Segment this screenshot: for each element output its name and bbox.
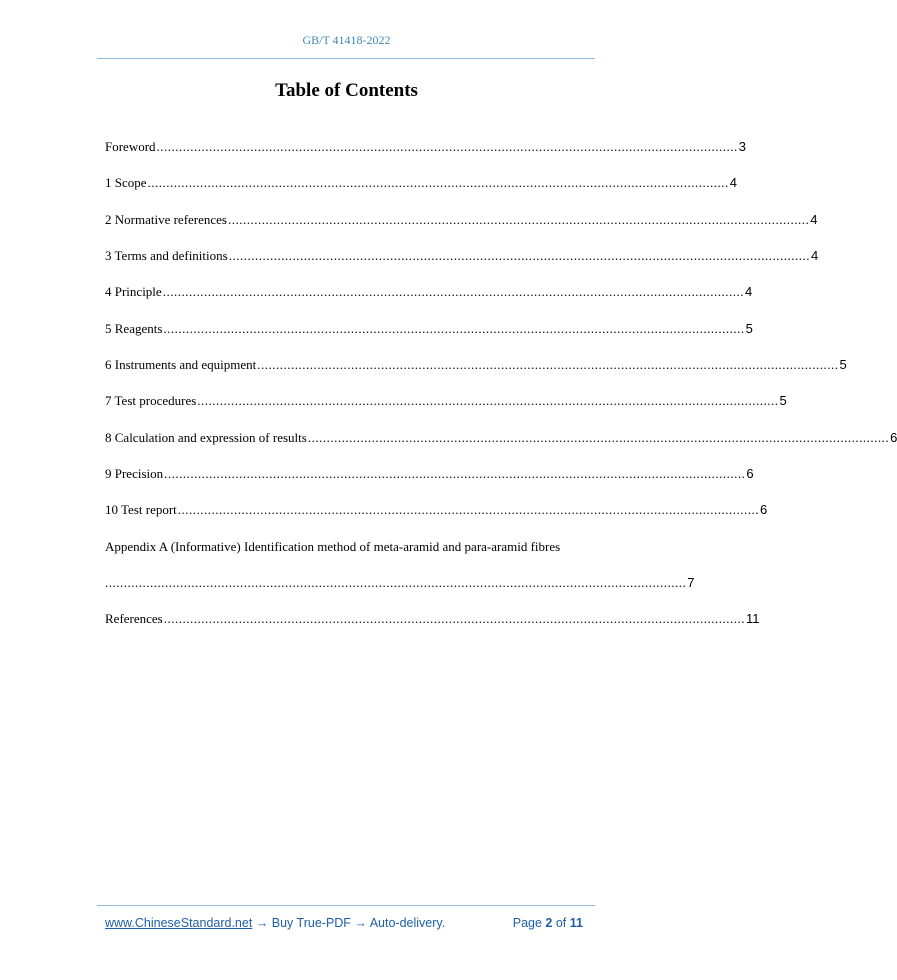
toc-entry-page: 11 [746,611,760,626]
toc-entry-normative-references[interactable] [105,212,818,228]
toc-entry-label: 1 Scope [105,175,147,190]
toc-leader-dots: ........................................................................................................................................................... [147,175,729,190]
toc-leader-dots: ........................................................................................................................................................... [163,321,745,336]
site-link[interactable]: www.ChineseStandard.net [105,916,253,930]
toc-leader-dots: ........................................................................................................................................................... [228,212,810,227]
toc-leader-dots: ........................................................................................................................................................... [162,284,744,299]
footer-tagline: → Buy True-PDF → Auto-delivery. [252,916,446,930]
toc-leader-dots: ........................................................................................................................................................... [228,248,810,263]
header-divider [97,58,595,59]
toc-entry-test-report[interactable] [105,502,768,518]
toc-entry-label: 9 Precision [105,466,164,481]
current-page-number: 2 [545,916,553,930]
toc-entry-page: 7 [687,575,695,590]
toc-entry-foreword[interactable] [105,139,747,155]
toc-entry-page: 5 [745,321,753,336]
toc-entry-references[interactable] [105,611,760,627]
toc-entry-label: Foreword [105,139,156,154]
toc-entry-label: 8 Calculation and expression of results [105,430,307,445]
total-page-number: 11 [569,916,583,930]
footer-promo [105,916,445,930]
toc-entry-label: 3 Terms and definitions [105,248,228,263]
toc-entry-page: 4 [810,248,819,263]
toc-entry-page: 4 [744,284,753,299]
toc-entry-label: 4 Principle [105,284,162,299]
document-code-header: GB/T 41418-2022 [302,33,391,47]
toc-entry-principle[interactable] [105,284,753,300]
toc-entry-label: References [105,611,163,626]
toc-entry-page: 3 [738,139,747,154]
toc-entry-reagents[interactable] [105,321,753,337]
toc-entry-scope[interactable] [105,175,738,191]
toc-leader-dots: ........................................................................................................................................................... [156,139,738,154]
footer-divider [97,905,595,906]
toc-entry-page: 5 [839,357,847,372]
toc-leader-dots: ........................................................................................................................................................... [307,430,890,445]
toc-entry-page: 6 [746,466,754,481]
toc-entry-label: 7 Test procedures [105,393,197,408]
toc-leader-dots: ........................................................................................................................................................... [177,502,760,517]
toc-leader-dots: ........................................................................................................................................................... [105,575,687,590]
toc-entry-label: 10 Test report [105,502,177,517]
page-indicator [513,916,583,930]
toc-entry-page: 6 [760,502,768,517]
toc-entry-label: 2 Normative references [105,212,227,227]
toc-entry-instruments[interactable] [105,357,847,373]
toc-entry-page: 5 [779,393,787,408]
toc-leader-dots: ........................................................................................................................................................... [163,611,745,626]
toc-entry-appendix-a[interactable] [105,575,695,591]
toc-entry-label: 5 Reagents [105,321,163,336]
toc-leader-dots: ........................................................................................................................................................... [257,357,839,372]
toc-entry-page: 4 [729,175,738,190]
page-title: Table of Contents [275,80,418,101]
toc-entry-precision[interactable] [105,466,754,482]
toc-leader-dots: ........................................................................................................................................................... [197,393,779,408]
toc-entry-test-procedures[interactable] [105,393,787,409]
toc-entry-terms-definitions[interactable] [105,248,819,264]
toc-entry-page: 4 [810,212,818,227]
toc-leader-dots: ........................................................................................................................................................... [164,466,746,481]
toc-entry-appendix-a-label[interactable]: Appendix A (Informative) Identification method of meta-aramid and para-aramid fibres [105,539,561,554]
toc-entry-calculation[interactable] [105,430,897,446]
page-of-word: of [555,916,567,930]
toc-entry-label: 6 Instruments and equipment [105,357,257,372]
toc-entry-page: 6 [890,430,897,445]
page-word: Page [512,916,542,930]
